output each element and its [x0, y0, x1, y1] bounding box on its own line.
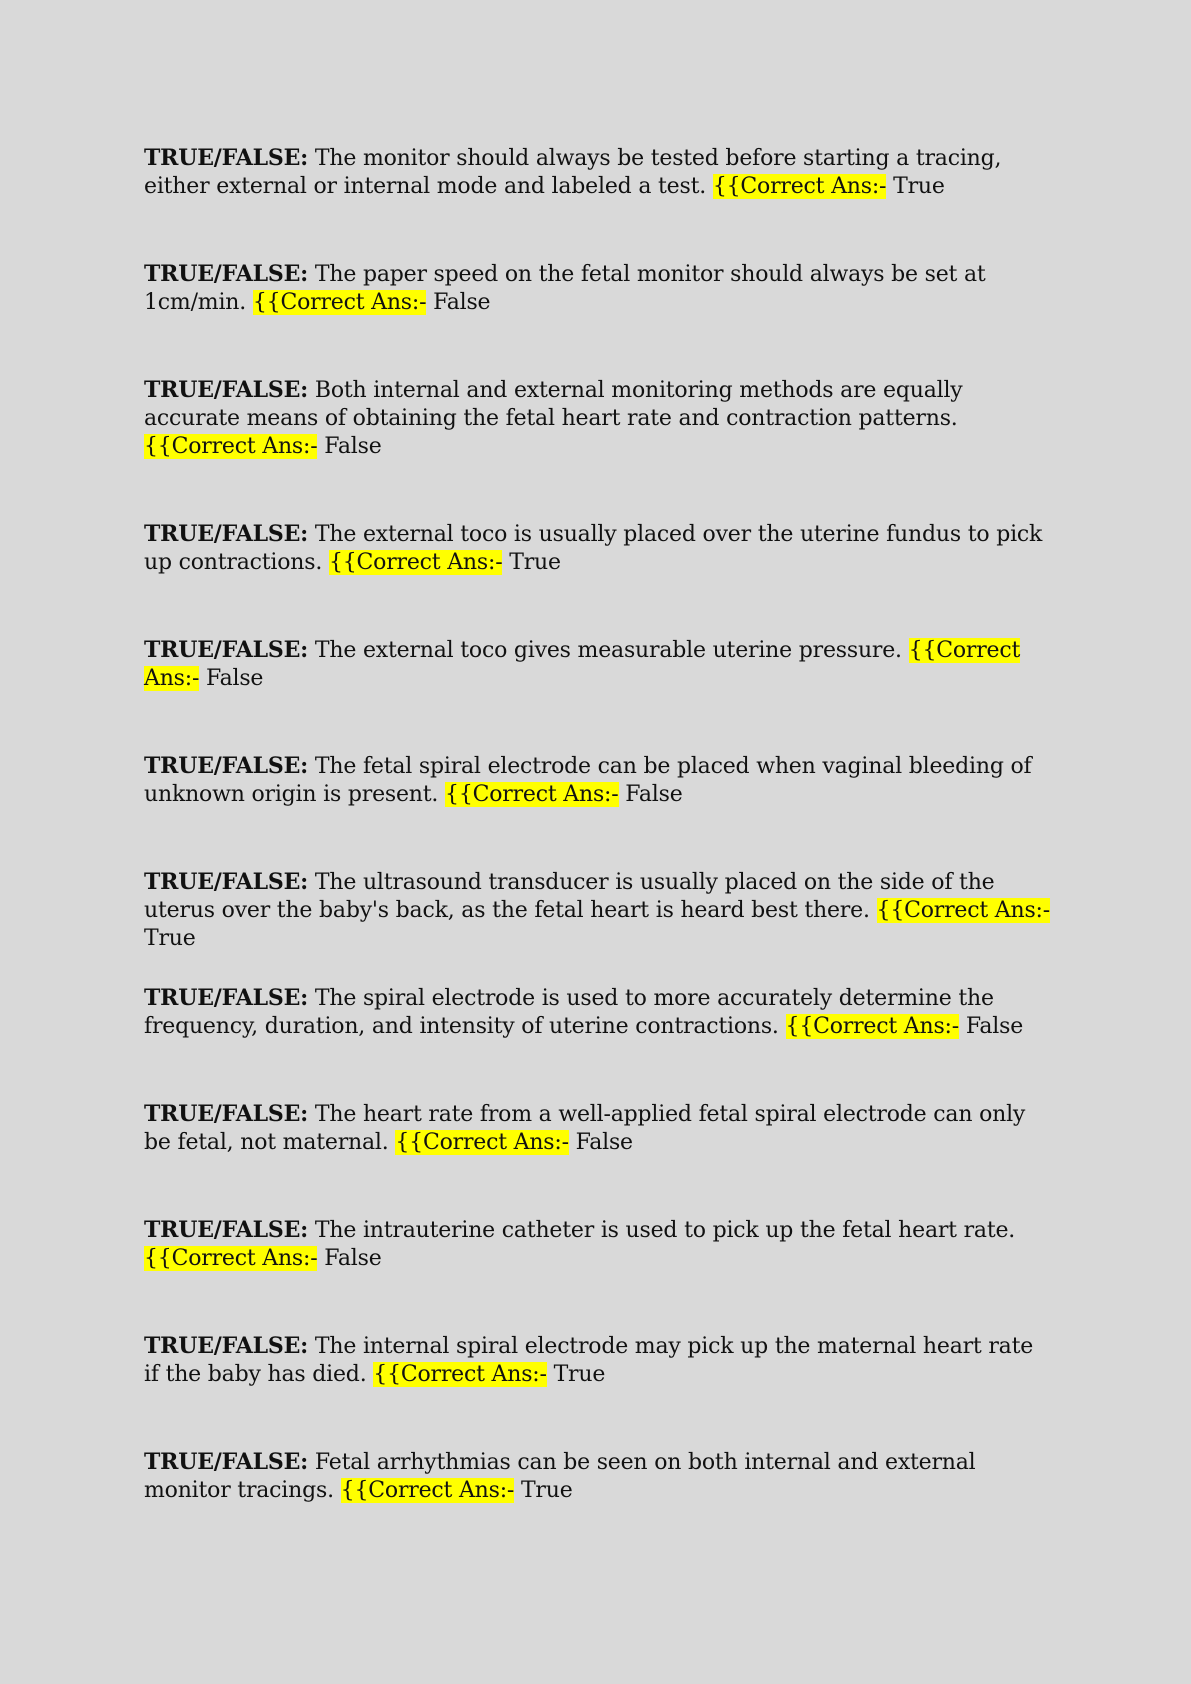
question-type-label: TRUE/FALSE:	[144, 377, 309, 403]
answer-marker: {{Correct Ans:-	[373, 1362, 547, 1387]
answer-marker: {{Correct Ans:-	[328, 550, 503, 575]
question-text: The monitor should always be tested before starting a tracing, either external or internal mode and labeled a test.	[144, 146, 1002, 199]
question-type-label: TRUE/FALSE:	[144, 1217, 309, 1243]
answer-value: True	[509, 550, 561, 575]
question-type-label: TRUE/FALSE:	[144, 1101, 309, 1127]
question-text: Both internal and external monitoring methods are equally accurate means of obtaining the fetal heart rate and contraction patterns.	[144, 378, 963, 431]
question-1	[144, 144, 1054, 201]
answer-marker: {{Correct Ans:-	[712, 174, 887, 199]
question-text: The paper speed on the fetal monitor should always be set at 1cm/min.	[144, 262, 986, 315]
answer-value: True	[520, 1478, 573, 1503]
answer-value: True	[893, 174, 945, 199]
answer-marker: {{Correct Ans:-	[340, 1478, 515, 1503]
question-text: The intrauterine catheter is used to pick up the fetal heart rate.	[314, 1218, 1016, 1243]
question-7	[144, 868, 1054, 953]
question-text: The external toco gives measurable uterine pressure.	[314, 638, 902, 663]
answer-marker: {{Correct Ans:-	[144, 434, 318, 459]
document-page	[144, 0, 1054, 1684]
answer-value: True	[144, 926, 196, 951]
question-text: The ultrasound transducer is usually placed on the side of the uterus over the baby's back, as the fetal heart is heard best there.	[144, 870, 995, 923]
question-text: The external toco is usually placed over the uterine fundus to pick up contractions.	[144, 522, 1043, 575]
question-type-label: TRUE/FALSE:	[144, 985, 309, 1011]
answer-value: False	[625, 782, 683, 807]
question-text: The spiral electrode is used to more accurately determine the frequency, duration, and intensity of uterine contractions.	[144, 986, 994, 1039]
question-type-label: TRUE/FALSE:	[144, 145, 309, 171]
question-5	[144, 636, 1054, 693]
question-text: The heart rate from a well-applied fetal spiral electrode can only be fetal, not maternal.	[144, 1102, 1026, 1155]
question-text: The fetal spiral electrode can be placed when vaginal bleeding of unknown origin is present.	[144, 754, 1032, 807]
question-text: The internal spiral electrode may pick up the maternal heart rate if the baby has died.	[144, 1334, 1034, 1387]
answer-marker: {{Correct Ans:-	[144, 638, 1021, 691]
answer-marker: {{Correct Ans:-	[144, 1246, 318, 1271]
answer-value: False	[324, 1246, 382, 1271]
question-type-label: TRUE/FALSE:	[144, 521, 309, 547]
answer-value: False	[433, 290, 491, 315]
question-type-label: TRUE/FALSE:	[144, 1449, 309, 1475]
question-2	[144, 260, 1054, 317]
answer-value: False	[324, 434, 382, 459]
answer-value: False	[575, 1130, 633, 1155]
question-12	[144, 1448, 1054, 1505]
answer-marker: {{Correct Ans:-	[252, 290, 427, 315]
question-11	[144, 1332, 1054, 1389]
question-type-label: TRUE/FALSE:	[144, 637, 309, 663]
question-9	[144, 1100, 1054, 1157]
answer-marker: {{Correct Ans:-	[785, 1014, 960, 1039]
answer-marker: {{Correct Ans:-	[395, 1130, 569, 1155]
answer-value: False	[206, 666, 264, 691]
question-text: Fetal arrhythmias can be seen on both internal and external monitor tracings.	[144, 1450, 976, 1503]
question-10	[144, 1216, 1054, 1273]
question-type-label: TRUE/FALSE:	[144, 869, 309, 895]
question-6	[144, 752, 1054, 809]
question-type-label: TRUE/FALSE:	[144, 261, 309, 287]
answer-marker: {{Correct Ans:-	[876, 898, 1051, 923]
question-4	[144, 520, 1054, 577]
question-3	[144, 376, 1054, 461]
question-8	[144, 984, 1054, 1041]
answer-marker: {{Correct Ans:-	[445, 782, 619, 807]
answer-value: False	[965, 1014, 1024, 1039]
answer-value: True	[553, 1362, 606, 1387]
question-type-label: TRUE/FALSE:	[144, 753, 309, 779]
question-type-label: TRUE/FALSE:	[144, 1333, 309, 1359]
